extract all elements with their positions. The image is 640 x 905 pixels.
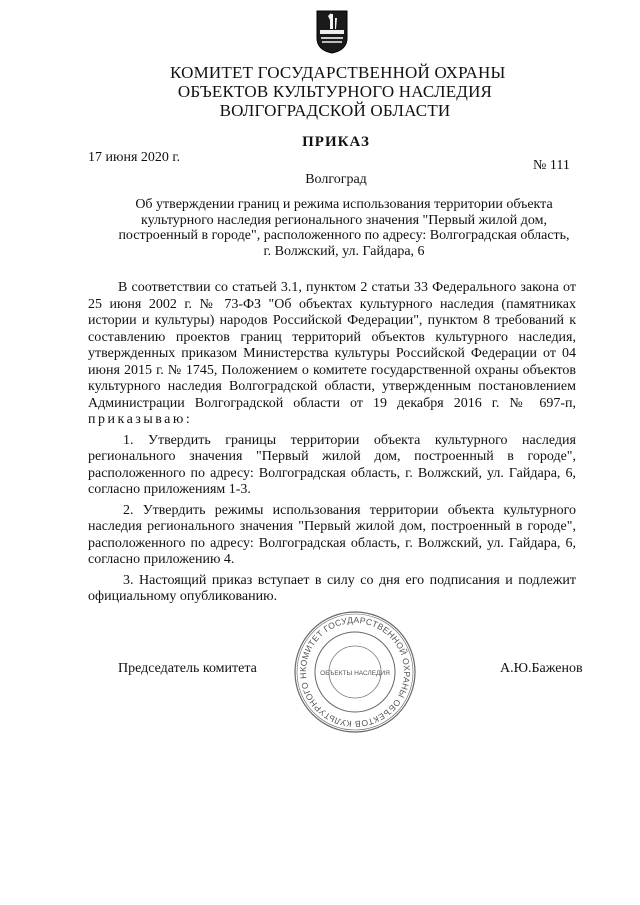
org-line-3: ВОЛГОГРАДСКОЙ ОБЛАСТИ <box>219 101 451 120</box>
org-line-1: КОМИТЕТ ГОСУДАРСТВЕННОЙ ОХРАНЫ <box>170 63 506 82</box>
subject-line: культурного наследия регионального значения "Первый жилой дом, <box>141 212 547 228</box>
preamble-text: В соответствии со статьей 3.1, пунктом 2 статьи 33 Федерального закона от 25 июня 2002 г. № 73-ФЗ "Об объектах культурного наследия (памятниках истории и культуры) народов Российской Федерации", пунктом 8 требований к составлению проектов границ территорий объектов культурного наследия, утвержденных приказом Министерства культуры Российской Федерации от 04 июня 2015 г. № 1745, Положением о комитете государственной охраны объектов культурного наследия Волгоградской области, утвержденным постановлением Администрации Волгоградской области от 19 декабря 2016 г. № 697-п, <box>88 280 576 411</box>
order-body <box>88 280 576 606</box>
document-date: 17 июня 2020 г. <box>88 150 181 165</box>
document-number: № 111 <box>533 158 570 173</box>
subject-line: Об утверждении границ и режима использования территории объекта <box>135 197 553 212</box>
subject-line: г. Волжский, ул. Гайдара, 6 <box>263 243 425 259</box>
subject-line: построенный в городе", расположенного по адресу: Волгоградская область, <box>118 228 570 243</box>
seal-outer-text: КОМИТЕТ ГОСУДАРСТВЕННОЙ ОХРАНЫ ОБЪЕКТОВ КУЛЬТУРНОГО Н <box>297 614 413 730</box>
signatory-name: А.Ю.Баженов <box>500 661 583 676</box>
organization-name <box>170 63 506 120</box>
document-title: ПРИКАЗ <box>302 134 370 150</box>
org-line-2: ОБЪЕКТОВ КУЛЬТУРНОГО НАСЛЕДИЯ <box>177 82 493 101</box>
seal-center-text: ОБЪЕКТЫ НАСЛЕДИЯ <box>320 670 390 677</box>
order-item-3: 3. Настоящий приказ вступает в силу со дня его подписания и подлежит официальному опубликованию. <box>88 572 576 604</box>
order-item-1: 1. Утвердить границы территории объекта культурного наследия регионального значения "Первый жилой дом, построенный в городе", расположенного по адресу: Волгоградская область, г. Волжский, ул. Гайдара, 6, согласно приложениям 1-3. <box>88 432 576 497</box>
document-subject <box>110 197 578 259</box>
decree-word: приказываю: <box>88 412 193 427</box>
order-item-2: 2. Утвердить режимы использования территории объекта культурного наследия регионального значения "Первый жилой дом, построенный в городе", расположенного по адресу: Волгоградская область, г. Волжский, ул. Гайдара, 6, согласно приложению 4. <box>88 502 576 567</box>
preamble-paragraph <box>88 280 576 429</box>
document-city: Волгоград <box>305 172 367 187</box>
signatory-position: Председатель комитета <box>118 661 257 676</box>
coat-of-arms-icon <box>316 10 348 54</box>
official-seal-stamp <box>293 610 417 734</box>
